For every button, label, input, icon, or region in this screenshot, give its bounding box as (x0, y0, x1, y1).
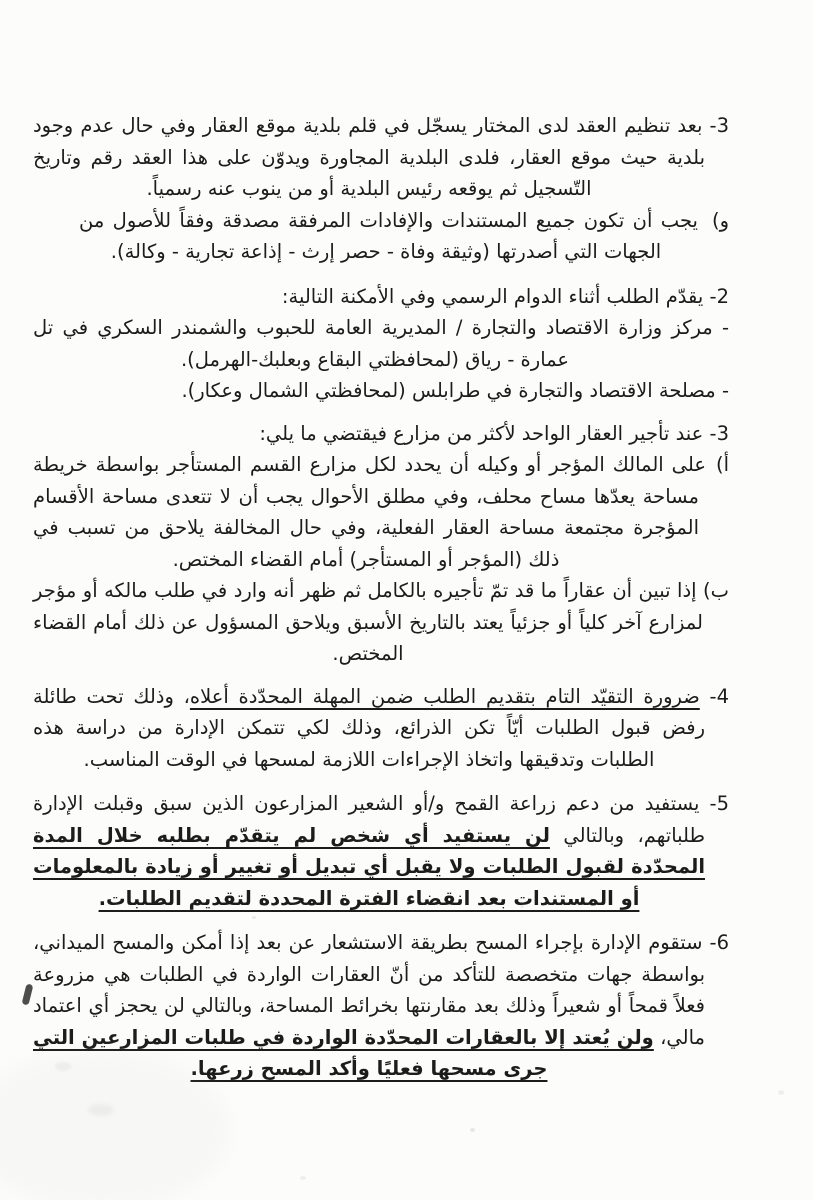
numbered-item-2 (33, 281, 729, 313)
scan-speck (88, 1104, 114, 1116)
numbered-item-3b (33, 418, 729, 450)
item-text: يجب أن تكون جميع المستندات والإفادات المرفقة مصدقة وفقاً للأصول من الجهات التي أصدرتها (وثيقة وفاة - حصر إرث - إذاعة تجارية - وكالة). (79, 208, 698, 263)
numbered-item-5 (33, 788, 729, 914)
item-marker: - (721, 379, 729, 402)
sub-item-waw (79, 205, 729, 268)
item-marker: - (721, 316, 729, 339)
sub-item-alef (33, 449, 729, 575)
underlined-text: ضرورة التقيّد التام بتقديم الطلب ضمن المهلة المحدّدة أعلاه (189, 684, 700, 708)
item-marker: 3- (709, 421, 729, 445)
scan-speck (470, 1128, 475, 1132)
bold-underlined-text: ولن يُعتد إلا بالعقارات المحدّدة الواردة في طلبات المزارعين التي جرى مسحها فعليًا وأكد المسح زرعها. (33, 1025, 654, 1080)
item-marker: أ) (715, 453, 729, 476)
item-text: يستفيد من دعم زراعة القمح و/أو الشعير المزارعون الذين سبق وقبلت الإدارة طلباتهم، وبالتالي (33, 792, 705, 847)
item-marker: ب) (703, 579, 729, 602)
item-text: ، وذلك تحت طائلة رفض قبول الطلبات أيّاً تكن الذرائع، وذلك لكي تتمكن الإدارة من دراسة هذه الطلبات وتدقيقها واتخاذ الإجراءات اللازمة لمسحها في الوقت المناسب. (33, 684, 705, 771)
item-marker: 2- (709, 284, 729, 308)
dash-item-1 (33, 312, 729, 375)
item-text: ستقوم الإدارة بإجراء المسح بطريقة الاستشعار عن بعد إذا أمكن والمسح الميداني، بواسطة جهات متخصصة للتأكد من أنّ العقارات الواردة في الطلبات هي مزروعة فعلاً قمحاً أو شعيراً وذلك بعد مقارنتها بخرائط المساحة، وبالتالي لن يحجز أي اعتماد مالي، (33, 931, 706, 1049)
dash-item-2 (33, 375, 729, 407)
bold-underlined-text: لن يستفيد أي شخص لم يتقدّم بطلبه خلال المدة المحدّدة لقبول الطلبات ولا يقبل أي تبديل أو تغيير أو زيادة بالمعلومات أو المستندات بعد انقضاء الفترة المحددة لتقديم الطلبات. (33, 823, 705, 910)
document-body (33, 110, 729, 1085)
scan-speck (778, 1090, 784, 1095)
sub-item-ba (33, 575, 729, 670)
scan-speck (300, 1176, 306, 1180)
numbered-item-6 (33, 927, 729, 1085)
ink-blot-artifact (22, 983, 34, 1005)
numbered-item-4 (33, 681, 729, 776)
item-marker: 6- (709, 931, 729, 954)
item-text: يقدّم الطلب أثناء الدوام الرسمي وفي الأمكنة التالية: (281, 284, 704, 308)
item-marker: 4- (709, 684, 729, 708)
item-marker: و) (711, 208, 729, 232)
item-text: إذا تبين أن عقاراً ما قد تمّ تأجيره بالكامل ثم ظهر أنه وارد في طلب مالكه أو مؤجر لمزارع آخر كلياً أو جزئياً يعتد بالتاريخ الأسبق ويلاحق المسؤول عن ذلك أمام القضاء المختص. (33, 579, 703, 665)
item-text: عند تأجير العقار الواحد لأكثر من مزارع فيقتضي ما يلي: (259, 421, 704, 445)
item-marker: 3- (709, 114, 729, 137)
item-text: مصلحة الاقتصاد والتجارة في طرابلس (لمحافظتي الشمال وعكار). (181, 379, 716, 402)
item-text: مركز وزارة الاقتصاد والتجارة / المديرية العامة للحبوب والشمندر السكري في تل عمارة - رياق (لمحافظتي البقاع وبعلبك-الهرمل). (33, 316, 713, 371)
item-text: على المالك المؤجر أو وكيله أن يحدد لكل مزارع القسم المستأجر بواسطة خريطة مساحة يعدّها مساح محلف، وفي مطلق الأحوال يجب أن لا تتعدى مساحة الأقسام المؤجرة مجتمعة مساحة العقار الفعلية، وفي حال المخالفة يلاحق من تسبب في ذلك (المؤجر أو المستأجر) أمام القضاء المختص. (33, 453, 706, 571)
item-text: بعد تنظيم العقد لدى المختار يسجّل في قلم بلدية موقع العقار وفي حال عدم وجود بلدية حيث موقع العقار، فلدى البلدية المجاورة ويدوّن على هذا العقد رقم وتاريخ التّسجيل ثم يوقعه رئيس البلدية أو من ينوب عنه رسمياً. (33, 114, 705, 200)
item-marker: 5- (709, 792, 729, 815)
numbered-item-3a (33, 110, 729, 205)
